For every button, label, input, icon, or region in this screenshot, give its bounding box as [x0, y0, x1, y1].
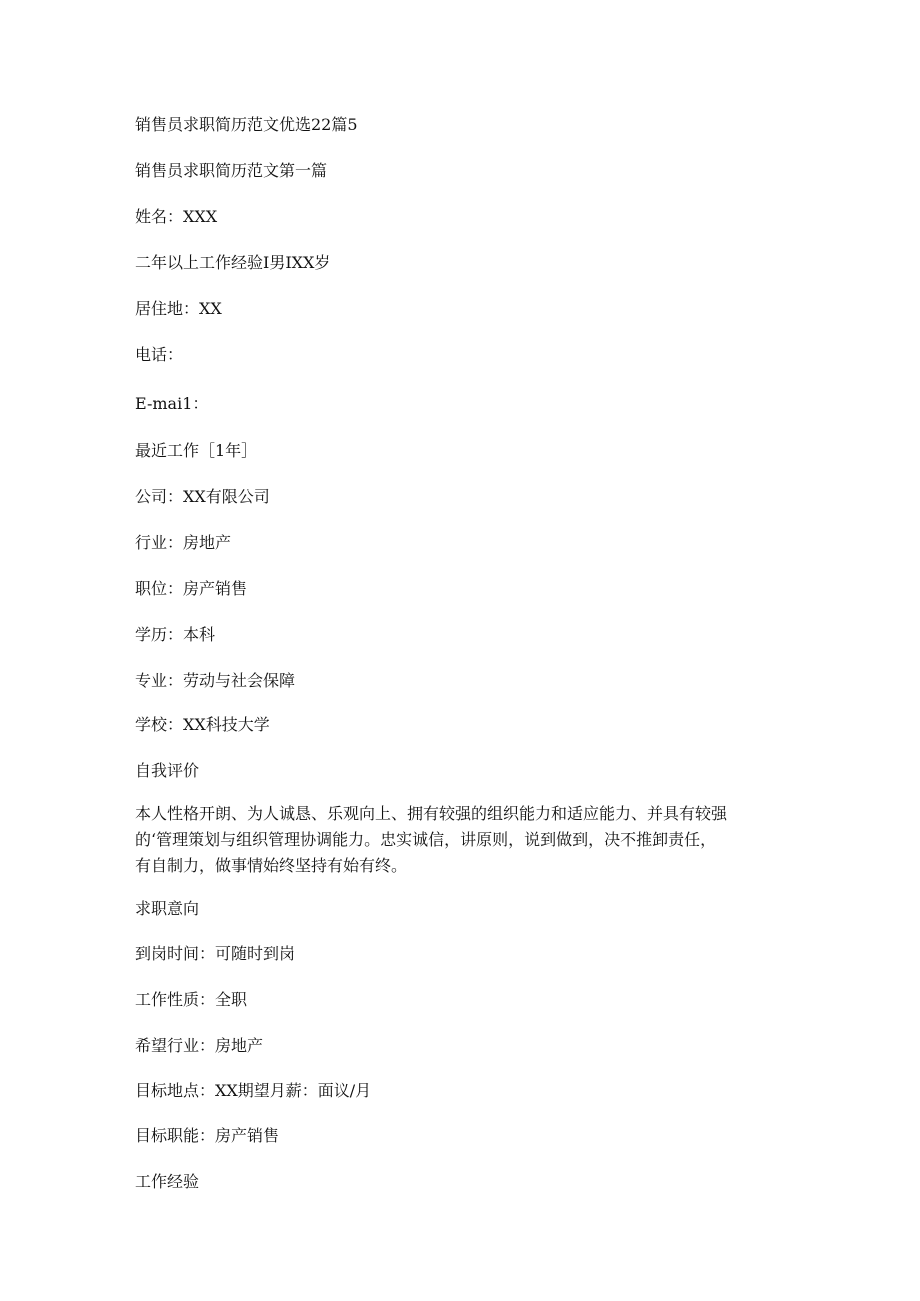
- school-line: 学校：XX科技大学: [135, 715, 270, 734]
- self-eval-line: 本人性格开朗、为人诚恳、乐观向上、拥有较强的组织能力和适应能力、并具有较强: [135, 804, 728, 823]
- document-subtitle: 销售员求职简历范文第一篇: [135, 161, 328, 180]
- recent-work-line: 最近工作［1年］: [135, 441, 258, 460]
- target-location-salary-line: 目标地点：XX期望月薪：面议/月: [135, 1081, 372, 1100]
- education-line: 学历：本科: [135, 625, 216, 644]
- available-time-line: 到岗时间：可随时到岗: [135, 944, 296, 963]
- industry-line: 行业：房地产: [135, 533, 232, 552]
- work-experience-heading: 工作经验: [135, 1172, 200, 1191]
- major-line: 专业：劳动与社会保障: [135, 671, 296, 690]
- self-eval-heading: 自我评价: [135, 761, 200, 780]
- residence-line: 居住地：XX: [135, 299, 222, 318]
- name-line: 姓名：XXX: [135, 207, 218, 226]
- target-function-line: 目标职能：房产销售: [135, 1126, 280, 1145]
- summary-line: 二年以上工作经验I男IXX岁: [135, 253, 331, 272]
- phone-line: 电话：: [135, 345, 184, 364]
- job-type-line: 工作性质：全职: [135, 990, 248, 1009]
- company-line: 公司：XX有限公司: [135, 487, 270, 506]
- position-line: 职位：房产销售: [135, 579, 248, 598]
- self-eval-line: 有自制力，做事情始终坚持有始有终。: [135, 856, 408, 875]
- self-eval-paragraph: [135, 801, 785, 879]
- desired-industry-line: 希望行业：房地产: [135, 1036, 264, 1055]
- job-intent-heading: 求职意向: [135, 899, 200, 918]
- email-line: E-mai1：: [135, 394, 209, 413]
- self-eval-line: 的‘管理策划与组织管理协调能力。忠实诚信，讲原则，说到做到，决不推卸责任，: [135, 830, 717, 849]
- document-title: 销售员求职简历范文优选22篇5: [135, 115, 358, 134]
